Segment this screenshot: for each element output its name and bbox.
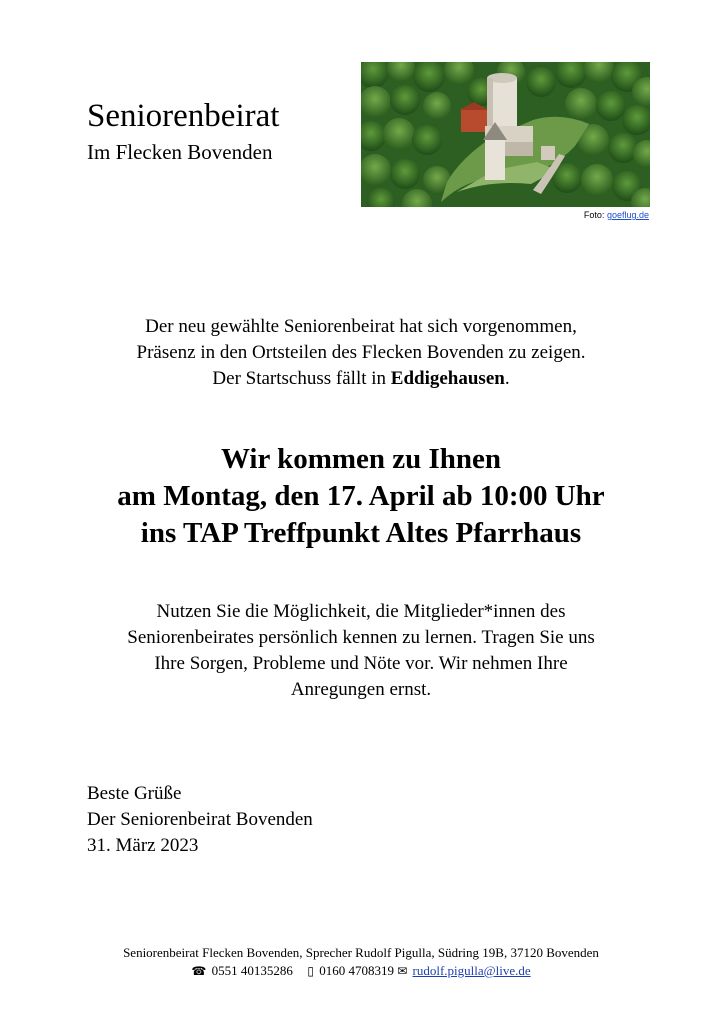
intro-line [40, 366, 682, 392]
place-name: Eddigehausen [390, 368, 505, 389]
mobile-icon: ▯ [307, 964, 314, 978]
intro-line: Präsenz in den Ortsteilen des Flecken Bovenden zu zeigen. [136, 342, 586, 363]
body-line: Seniorenbeirates persönlich kennen zu lernen. Tragen Sie uns [127, 627, 595, 648]
intro-line: Der neu gewählte Seniorenbeirat hat sich vorgenommen, [145, 316, 577, 337]
footer-email-link[interactable]: rudolf.pigulla@live.de [412, 963, 531, 978]
body-line: Ihre Sorgen, Probleme und Nöte vor. Wir nehmen Ihre [154, 653, 568, 674]
body-paragraph [40, 599, 682, 703]
headline-line: Wir kommen zu Ihnen [220, 443, 502, 475]
footer-mobile: 0160 4708319 [319, 963, 394, 978]
headline-location-line: ins TAP Treffpunkt Altes Pfarrhaus [140, 517, 582, 549]
footer-phone: 0551 40135286 [211, 963, 293, 978]
body-line: Anregungen ernst. [290, 679, 432, 700]
intro-line-prefix: Der Startschuss fällt in [212, 368, 391, 389]
closing-sender: Der Seniorenbeirat Bovenden [87, 809, 313, 830]
envelope-icon: ✉ [397, 964, 408, 978]
closing-date: 31. März 2023 [87, 835, 199, 856]
footer-address: Seniorenbeirat Flecken Bovenden, Sprecher Rudolf Pigulla, Südring 19B, 37120 Bovenden [123, 945, 599, 960]
body-line: Nutzen Sie die Möglichkeit, die Mitglieder*innen des [156, 601, 566, 622]
footer [0, 944, 722, 980]
castle-photo [361, 62, 650, 207]
event-headline [20, 441, 702, 552]
header-subtitle: Im Flecken Bovenden [87, 140, 273, 164]
intro-paragraph [40, 314, 682, 392]
photo-credit-prefix: Foto: [583, 210, 605, 220]
photo-credit [584, 210, 649, 221]
closing-block [87, 781, 313, 859]
intro-line-suffix: . [504, 368, 510, 389]
photo-credit-link[interactable]: goeflug.de [606, 210, 649, 220]
phone-icon: ☎ [191, 964, 207, 978]
headline-date-line: am Montag, den 17. April ab 10:00 Uhr [117, 480, 605, 512]
header-title: Seniorenbeirat [87, 98, 280, 134]
closing-greeting: Beste Grüße [87, 783, 182, 804]
footer-contact-line [0, 962, 722, 980]
